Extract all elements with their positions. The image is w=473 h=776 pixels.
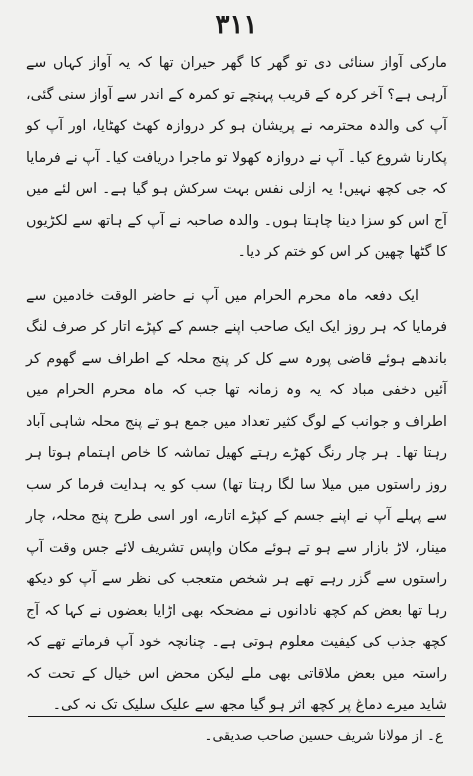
paragraph-1: مارکی آواز سنائی دی تو گھر کا گھر حیران تھا کہ یہ آواز کہاں سے آرہی ہے؟ آخر کرہ کے قریب پہنچے تو کمرہ کے اندر سے آواز سنی گئی، آپ کی والدہ محترمہ نے پریشان ہو کر دروازہ کھٹ کھٹایا، اور آپ کو پکارنا شروع کیا۔ آپ نے دروازہ کھولا تو ماجرا دریافت کیا۔ آپ نے فرمایا کہ جی کچھ نہیں! یہ ازلی نفس بہت سرکش ہو گیا ہے۔ اس لئے میں آج اس کو سزا دینا چاہتا ہوں۔ والدہ صاحبہ نے آپ کے ہاتھ سے لکڑیوں کا گٹھا چھین کر اس کو ختم کر دیا۔: [26, 55, 447, 260]
page-number: ۳۱۱: [215, 10, 258, 40]
paragraph-2: ایک دفعہ ماہ محرم الحرام میں آپ نے حاضر الوقت خادمین سے فرمایا کہ ہر روز ایک ایک صاحب اپنے جسم کے کپڑے اتار کر صرف لنگ باندھے ہوئے قاضی پورہ سے کل کر پنج محلہ کے اطراف سے گھوم کر آئیں دخفی مباد کہ یہ وہ زمانہ تھا جب کہ ماہ محرم الحرام میں اطراف و جوانب کے لوگ کثیر تعداد میں جمع ہو تے پنج محلہ شاہی آباد رہتا تھا۔ ہر چار رنگ کھڑے رہتے کھیل تماشہ کا خاص اہتمام ہوتا ہر روز راستوں میں میلا سا لگا رہتا تھا) سب کو یہ ہدایت فرما کر سب سے پہلے آپ نے اپنے جسم کے کپڑے اتارے، اور اسی طرح پنج محلہ، چار مینار، لاڑ بازار سے ہو تے ہوئے مکان واپس تشریف لائے جس وقت آپ راستوں سے گزر رہے تھے ہر شخص متعجب کی نظر سے آپ کو دیکھ رہا تھا بعض کم کچھ نادانوں نے مضحکہ بھی اڑایا بعضوں نے کہا کہ آج کچھ جذب کی کیفیت معلوم ہوتی ہے۔ چنانچہ خود آپ فرماتے تھے کہ راستہ میں بعض ملاقاتی بھی ملے لیکن محض اس خیال کے تحت کہ شاید میرے دماغ پر کچھ اثر ہو گیا مجھ سے علیک سلیک تک نہ کی۔: [26, 287, 447, 713]
paragraph-spacer: [26, 269, 447, 281]
footnote-divider: [28, 716, 445, 717]
footnote: ع۔ از مولانا شریف حسین صاحب صدیقی۔: [204, 728, 443, 744]
